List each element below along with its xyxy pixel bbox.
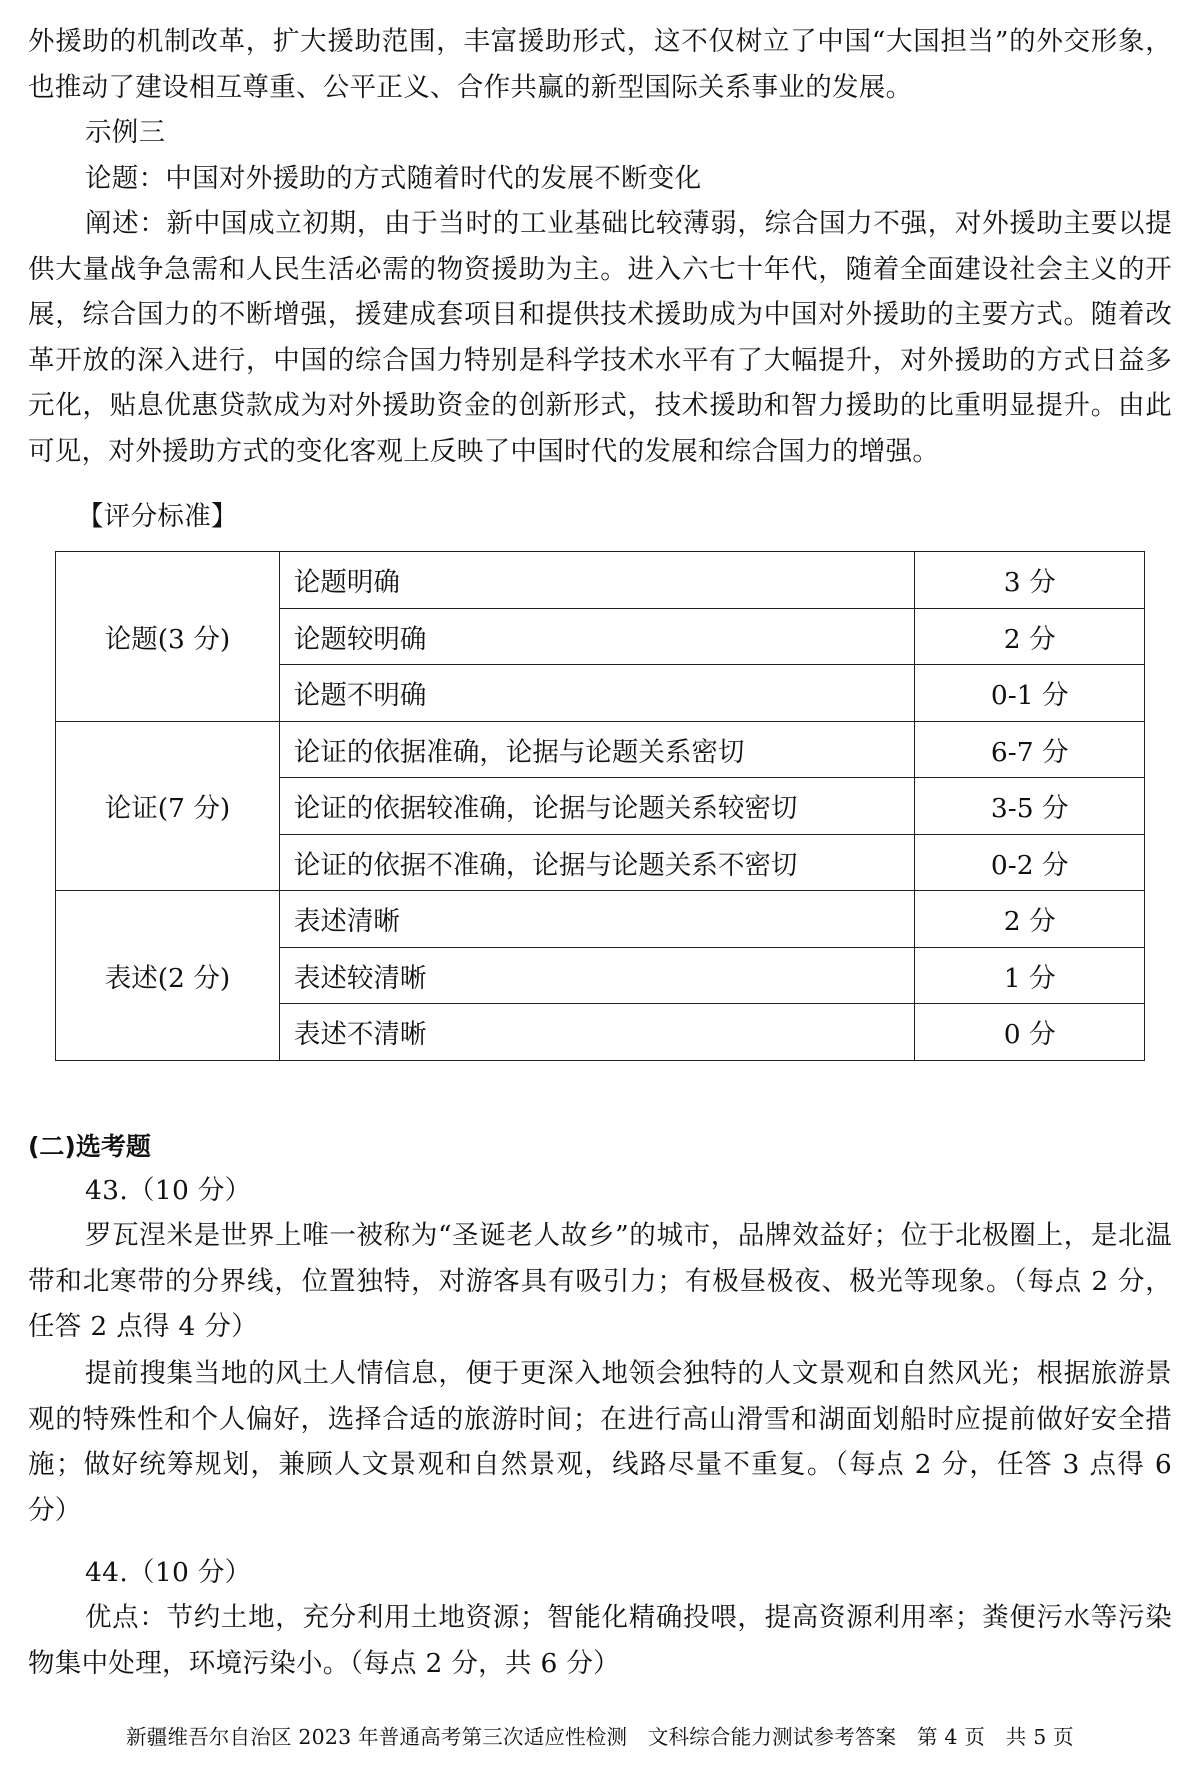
category-cell-argument: 论证(7 分) <box>56 721 280 891</box>
intro-continuation: 外援助的机制改革，扩大援助范围，丰富援助形式，这不仅树立了中国“大国担当”的外交形象，也推动了建设相互尊重、公平正义、合作共赢的新型国际关系事业的发展。 <box>28 26 1172 103</box>
category-cell-expression: 表述(2 分) <box>56 891 280 1061</box>
optional-section-heading: (二)选考题 <box>28 1132 151 1161</box>
criterion-cell: 论证的依据较准确，论据与论题关系较密切 <box>279 778 914 835</box>
criterion-cell: 论证的依据不准确，论据与论题关系不密切 <box>279 834 914 891</box>
score-cell: 0-1 分 <box>915 665 1145 722</box>
score-cell: 1 分 <box>915 947 1145 1004</box>
score-cell: 2 分 <box>915 608 1145 665</box>
example3-label: 示例三 <box>85 117 166 148</box>
example3-elaboration: 阐述：新中国成立初期，由于当时的工业基础比较薄弱，综合国力不强，对外援助主要以提供大量战争急需和人民生活必需的物资援助为主。进入六七十年代，随着全面建设社会主义的开展，综合国力的不断增强，援建成套项目和提供技术援助成为中国对外援助的主要方式。随着改革开放的深入进行，中国的综合国力特别是科学技术水平有了大幅提升，对外援助的方式日益多元化，贴息优惠贷款成为对外援助资金的创新形式，技术援助和智力援助的比重明显提升。由此可见，对外援助方式的变化客观上反映了中国时代的发展和综合国力的增强。 <box>28 208 1172 467</box>
table-row <box>56 721 1145 778</box>
score-cell: 3 分 <box>915 552 1145 609</box>
page-footer: 新疆维吾尔自治区 2023 年普通高考第三次适应性检测 文科综合能力测试参考答案 第 4 页 共 5 页 <box>126 1725 1074 1749</box>
criterion-cell: 论题明确 <box>279 552 914 609</box>
grading-heading: 【评分标准】 <box>77 501 238 532</box>
question-44-label: 44.（10 分） <box>85 1557 252 1588</box>
score-cell: 2 分 <box>915 891 1145 948</box>
score-cell: 0 分 <box>915 1004 1145 1061</box>
score-cell: 6-7 分 <box>915 721 1145 778</box>
criterion-cell: 表述较清晰 <box>279 947 914 1004</box>
criterion-cell: 表述不清晰 <box>279 1004 914 1061</box>
score-cell: 0-2 分 <box>915 834 1145 891</box>
question-43-answer-2: 提前搜集当地的风土人情信息，便于更深入地领会独特的人文景观和自然风光；根据旅游景观的特殊性和个人偏好，选择合适的旅游时间；在进行高山滑雪和湖面划船时应提前做好安全措施；做好统筹规划，兼顾人文景观和自然景观，线路尽量不重复。（每点 2 分，任答 3 点得 6 分） <box>28 1358 1172 1526</box>
criterion-cell: 表述清晰 <box>279 891 914 948</box>
question-43-label: 43.（10 分） <box>85 1175 252 1206</box>
question-43-answer-1: 罗瓦涅米是世界上唯一被称为“圣诞老人故乡”的城市，品牌效益好；位于北极圈上，是北温带和北寒带的分界线，位置独特，对游客具有吸引力；有极昼极夜、极光等现象。（每点 2 分，任答 2 点得 4 分） <box>28 1220 1172 1343</box>
score-cell: 3-5 分 <box>915 778 1145 835</box>
grading-table <box>55 551 1145 1061</box>
example3-topic: 论题：中国对外援助的方式随着时代的发展不断变化 <box>85 163 702 194</box>
criterion-cell: 论证的依据准确，论据与论题关系密切 <box>279 721 914 778</box>
criterion-cell: 论题不明确 <box>279 665 914 722</box>
table-row <box>56 891 1145 948</box>
category-cell-topic: 论题(3 分) <box>56 552 280 722</box>
criterion-cell: 论题较明确 <box>279 608 914 665</box>
question-44-answer-1: 优点：节约土地，充分利用土地资源；智能化精确投喂，提高资源利用率；粪便污水等污染物集中处理，环境污染小。（每点 2 分，共 6 分） <box>28 1602 1172 1679</box>
table-row <box>56 552 1145 609</box>
